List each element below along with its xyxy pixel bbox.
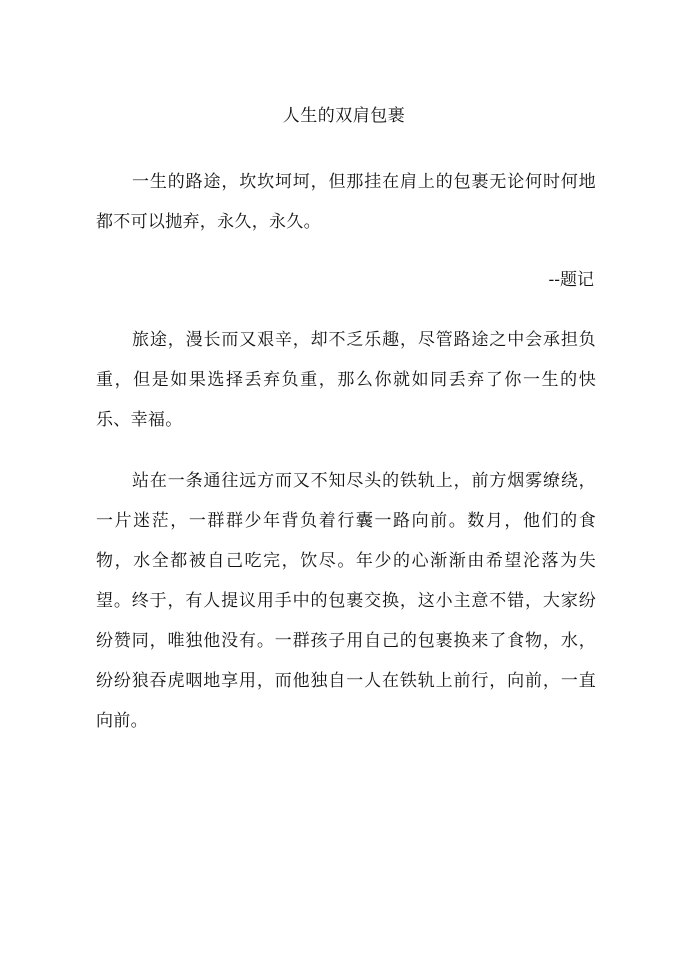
epigraph-paragraph: 一生的路途，坎坎坷坷，但那挂在肩上的包裹无论何时何地都不可以抛弃，永久，永久。	[96, 172, 596, 232]
document-title: 人生的双肩包裹	[282, 106, 406, 126]
body-paragraph-2: 站在一条通往远方而又不知尽头的铁轨上，前方烟雾缭绕，一片迷茫，一群群少年背负着行囊一路向前。数月，他们的食物，水全都被自己吃完，饮尽。年少的心渐渐由希望沦落为失望。终于，有人提议用手中的包裹交换，这小主意不错，大家纷纷赞同，唯独他没有。一群孩子用自己的包裹换来了食物，水，纷纷狼吞虎咽地享用，而他独自一人在铁轨上前行，向前，一直向前。	[96, 471, 596, 731]
body-paragraph-1: 旅途，漫长而又艰辛，却不乏乐趣，尽管路途之中会承担负重，但是如果选择丢弃负重，那么你就如同丢弃了你一生的快乐、幸福。	[96, 330, 596, 430]
epigraph-signature: --题记	[548, 270, 594, 290]
